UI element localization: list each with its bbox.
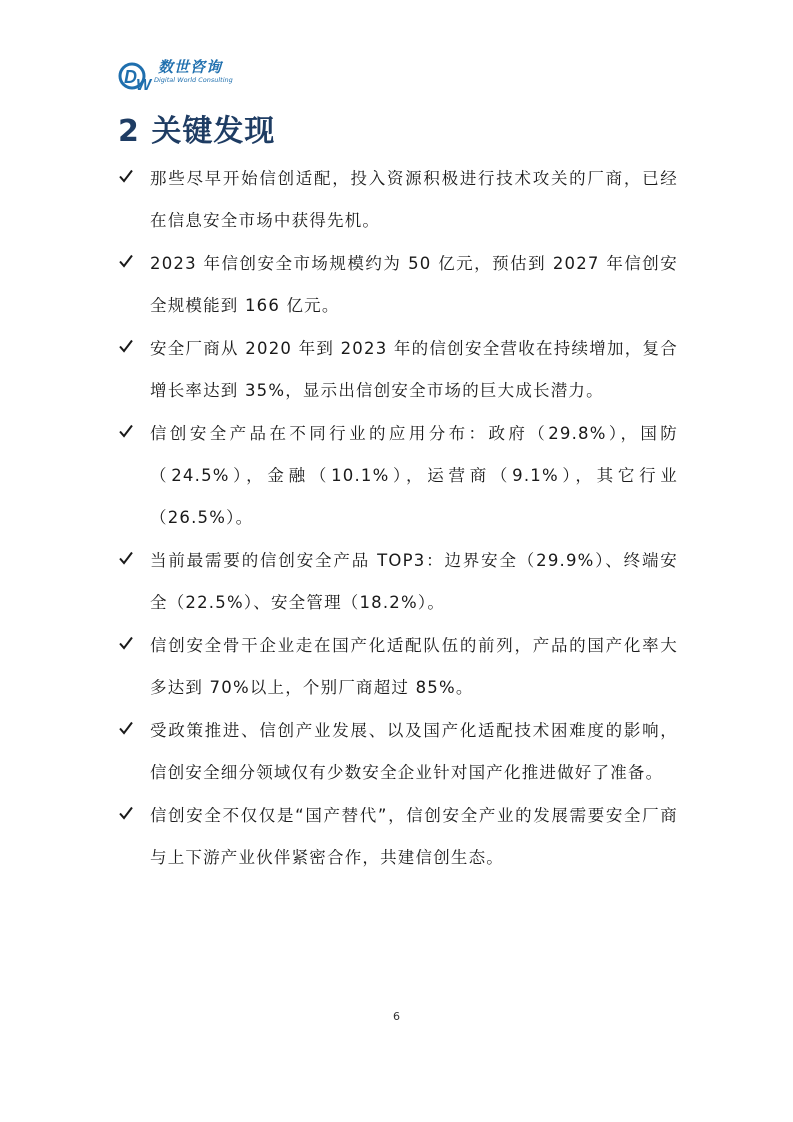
checkmark-icon [118, 720, 134, 736]
logo-mark-icon [118, 54, 156, 94]
checkmark-icon [118, 168, 134, 184]
logo-chinese-name: 数世咨询 [158, 58, 223, 76]
svg-text:D: D [124, 67, 137, 87]
company-logo [118, 54, 258, 98]
finding-text: 受政策推进、信创产业发展、以及国产化适配技术困难度的影响，信创安全细分领域仅有少数安全企业针对国产化推进做好了准备。 [150, 721, 678, 782]
section-title: 2 关键发现 [118, 114, 276, 149]
finding-text: 那些尽早开始信创适配，投入资源积极进行技术攻关的厂商，已经在信息安全市场中获得先机。 [150, 169, 678, 230]
checkmark-icon [118, 635, 134, 651]
list-item [118, 328, 678, 412]
list-item [118, 158, 678, 242]
checkmark-icon [118, 253, 134, 269]
finding-text: 当前最需要的信创安全产品 TOP3：边界安全（29.9%）、终端安全（22.5%）、安全管理（18.2%）。 [150, 551, 678, 612]
list-item [118, 625, 678, 709]
checkmark-icon [118, 805, 134, 821]
finding-text: 信创安全不仅仅是“国产替代”，信创安全产业的发展需要安全厂商与上下游产业伙伴紧密合作，共建信创生态。 [150, 806, 678, 867]
list-item [118, 710, 678, 794]
svg-text:W: W [136, 77, 152, 94]
list-item [118, 540, 678, 624]
list-item [118, 795, 678, 879]
list-item [118, 413, 678, 539]
checkmark-icon [118, 550, 134, 566]
finding-text: 安全厂商从 2020 年到 2023 年的信创安全营收在持续增加，复合增长率达到 35%，显示出信创安全市场的巨大成长潜力。 [150, 339, 678, 400]
logo-english-name: Digital World Consulting [154, 76, 233, 84]
finding-text: 信创安全产品在不同行业的应用分布：政府（29.8%），国防（24.5%），金融（10.1%），运营商（9.1%），其它行业（26.5%）。 [150, 424, 678, 527]
finding-text: 2023 年信创安全市场规模约为 50 亿元，预估到 2027 年信创安全规模能到 166 亿元。 [150, 254, 678, 315]
checkmark-icon [118, 423, 134, 439]
page-number: 6 [393, 1010, 400, 1023]
key-findings-list [118, 158, 678, 880]
list-item [118, 243, 678, 327]
finding-text: 信创安全骨干企业走在国产化适配队伍的前列，产品的国产化率大多达到 70%以上，个别厂商超过 85%。 [150, 636, 678, 697]
checkmark-icon [118, 338, 134, 354]
